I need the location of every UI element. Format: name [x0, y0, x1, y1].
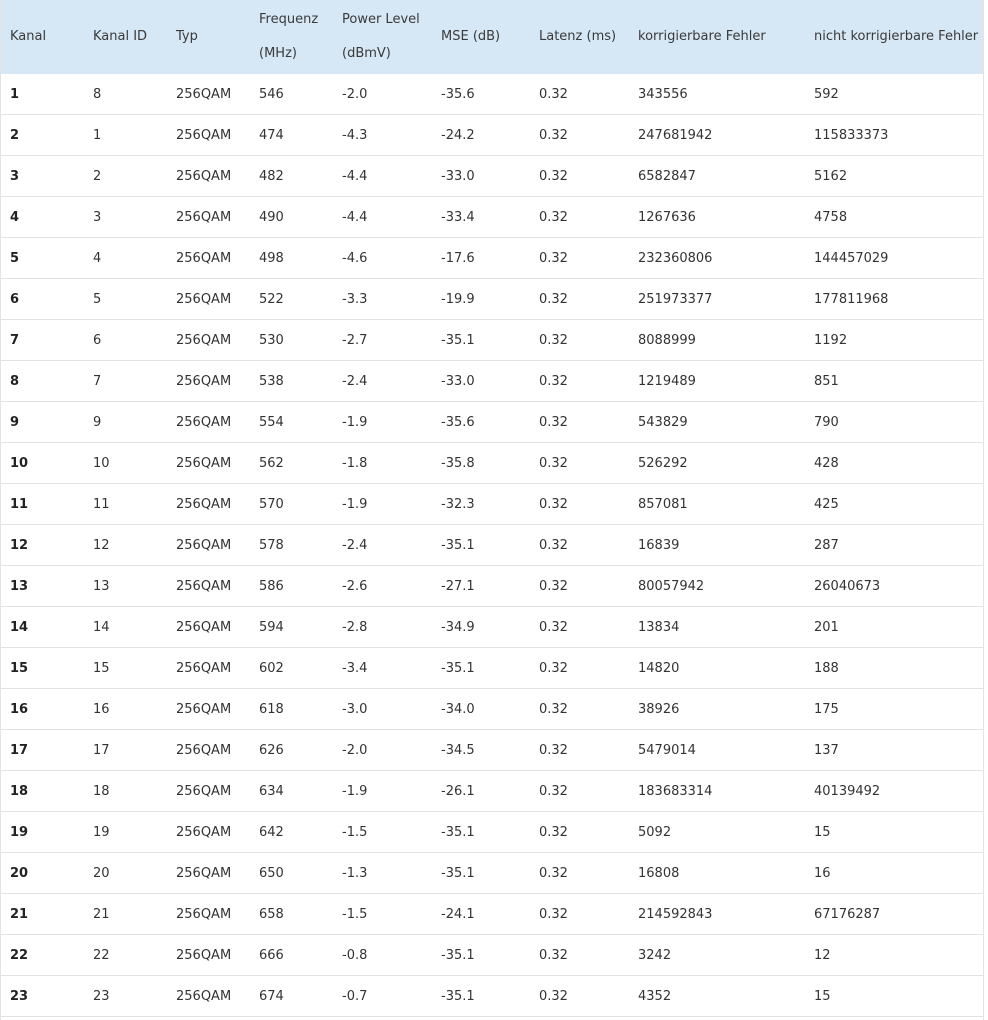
header-typ-label: Typ: [176, 29, 198, 44]
cell-mse: -35.1: [441, 947, 475, 963]
cell-typ: 256QAM: [176, 86, 232, 102]
cell-nicht-korrigierbare-fehler: 12: [814, 947, 831, 963]
cell-typ: 256QAM: [176, 619, 232, 635]
header-typ: [167, 0, 250, 74]
table-row: [1, 894, 983, 935]
cell-frequenz: 578: [259, 537, 284, 553]
cell-mse: -35.6: [441, 86, 475, 102]
cell-mse: -34.5: [441, 742, 475, 758]
cell-korrigierbare-fehler: 13834: [638, 619, 680, 635]
cell-kanal-id: 11: [93, 496, 110, 512]
cell-nicht-korrigierbare-fehler: 177811968: [814, 291, 889, 307]
cell-kanal: 13: [10, 578, 29, 594]
cell-typ: 256QAM: [176, 127, 232, 143]
cell-power-level: -0.7: [342, 988, 368, 1004]
cell-typ: 256QAM: [176, 291, 232, 307]
cell-power-level: -1.9: [342, 414, 368, 430]
cell-frequenz: 522: [259, 291, 284, 307]
cell-latenz: 0.32: [539, 86, 568, 102]
table-row: [1, 279, 983, 320]
cell-typ: 256QAM: [176, 578, 232, 594]
cell-kanal: 10: [10, 455, 29, 471]
cell-power-level: -4.4: [342, 209, 368, 225]
cell-frequenz: 618: [259, 701, 284, 717]
table-row: [1, 115, 983, 156]
cell-power-level: -1.9: [342, 783, 368, 799]
cell-kanal-id: 17: [93, 742, 110, 758]
cell-korrigierbare-fehler: 543829: [638, 414, 688, 430]
cell-mse: -19.9: [441, 291, 475, 307]
cell-frequenz: 594: [259, 619, 284, 635]
cell-latenz: 0.32: [539, 906, 568, 922]
cell-typ: 256QAM: [176, 455, 232, 471]
table-row: [1, 935, 983, 976]
cell-korrigierbare-fehler: 6582847: [638, 168, 696, 184]
cell-latenz: 0.32: [539, 414, 568, 430]
cell-power-level: -1.3: [342, 865, 368, 881]
cell-kanal: 7: [10, 332, 20, 348]
header-mse: [432, 0, 530, 74]
cell-frequenz: 626: [259, 742, 284, 758]
cell-frequenz: 554: [259, 414, 284, 430]
cell-frequenz: 666: [259, 947, 284, 963]
cell-kanal-id: 16: [93, 701, 110, 717]
cell-kanal-id: 5: [93, 291, 102, 307]
cell-frequenz: 482: [259, 168, 284, 184]
header-kanal-id: [84, 0, 167, 74]
header-nicht-korrigierbare-fehler: [805, 0, 983, 74]
cell-nicht-korrigierbare-fehler: 287: [814, 537, 839, 553]
cell-mse: -35.8: [441, 455, 475, 471]
cell-kanal-id: 4: [93, 250, 102, 266]
cell-frequenz: 570: [259, 496, 284, 512]
cell-kanal: 9: [10, 414, 20, 430]
cell-typ: 256QAM: [176, 906, 232, 922]
cell-frequenz: 530: [259, 332, 284, 348]
cell-mse: -35.1: [441, 332, 475, 348]
cell-typ: 256QAM: [176, 988, 232, 1004]
cell-kanal-id: 19: [93, 824, 110, 840]
cell-kanal-id: 2: [93, 168, 102, 184]
cell-typ: 256QAM: [176, 824, 232, 840]
cell-nicht-korrigierbare-fehler: 16: [814, 865, 831, 881]
cell-power-level: -1.5: [342, 906, 368, 922]
cell-typ: 256QAM: [176, 414, 232, 430]
cell-korrigierbare-fehler: 857081: [638, 496, 688, 512]
cell-nicht-korrigierbare-fehler: 115833373: [814, 127, 889, 143]
cell-latenz: 0.32: [539, 168, 568, 184]
cell-mse: -24.1: [441, 906, 475, 922]
cell-latenz: 0.32: [539, 824, 568, 840]
cell-korrigierbare-fehler: 343556: [638, 86, 688, 102]
cell-frequenz: 642: [259, 824, 284, 840]
cell-mse: -32.3: [441, 496, 475, 512]
cell-kanal: 3: [10, 168, 20, 184]
cell-kanal-id: 7: [93, 373, 102, 389]
header-korrigierbare-fehler: [629, 0, 805, 74]
table-row: [1, 730, 983, 771]
cell-latenz: 0.32: [539, 373, 568, 389]
table-row: [1, 197, 983, 238]
cell-mse: -33.0: [441, 168, 475, 184]
cell-nicht-korrigierbare-fehler: 425: [814, 496, 839, 512]
cell-nicht-korrigierbare-fehler: 40139492: [814, 783, 881, 799]
table-row: [1, 976, 983, 1017]
cell-typ: 256QAM: [176, 865, 232, 881]
table-row: [1, 771, 983, 812]
table-row: [1, 238, 983, 279]
cell-latenz: 0.32: [539, 537, 568, 553]
cell-mse: -35.1: [441, 824, 475, 840]
cell-mse: -27.1: [441, 578, 475, 594]
cell-power-level: -2.8: [342, 619, 368, 635]
cell-power-level: -4.6: [342, 250, 368, 266]
cell-frequenz: 586: [259, 578, 284, 594]
cell-kanal: 20: [10, 865, 29, 881]
cell-typ: 256QAM: [176, 660, 232, 676]
cell-kanal-id: 3: [93, 209, 102, 225]
cell-latenz: 0.32: [539, 865, 568, 881]
header-kanal-id-label: Kanal ID: [93, 29, 148, 44]
cell-latenz: 0.32: [539, 496, 568, 512]
cell-latenz: 0.32: [539, 127, 568, 143]
cell-power-level: -2.0: [342, 86, 368, 102]
cell-kanal-id: 15: [93, 660, 110, 676]
cell-korrigierbare-fehler: 1267636: [638, 209, 696, 225]
cell-korrigierbare-fehler: 14820: [638, 660, 680, 676]
cell-nicht-korrigierbare-fehler: 175: [814, 701, 839, 717]
table-row: [1, 320, 983, 361]
table-row: [1, 361, 983, 402]
cell-latenz: 0.32: [539, 947, 568, 963]
cell-kanal: 4: [10, 209, 20, 225]
cell-nicht-korrigierbare-fehler: 26040673: [814, 578, 881, 594]
cell-nicht-korrigierbare-fehler: 1192: [814, 332, 848, 348]
cell-typ: 256QAM: [176, 373, 232, 389]
cell-frequenz: 546: [259, 86, 284, 102]
cell-typ: 256QAM: [176, 496, 232, 512]
cell-nicht-korrigierbare-fehler: 67176287: [814, 906, 881, 922]
header-frequenz: [250, 0, 333, 74]
cell-kanal: 15: [10, 660, 29, 676]
header-korrigierbare-fehler-label: korrigierbare Fehler: [638, 29, 766, 44]
cell-korrigierbare-fehler: 16808: [638, 865, 680, 881]
cell-frequenz: 562: [259, 455, 284, 471]
cell-mse: -24.2: [441, 127, 475, 143]
cell-typ: 256QAM: [176, 742, 232, 758]
cell-power-level: -1.5: [342, 824, 368, 840]
header-kanal: [1, 0, 84, 74]
cell-typ: 256QAM: [176, 701, 232, 717]
cell-frequenz: 490: [259, 209, 284, 225]
cell-latenz: 0.32: [539, 701, 568, 717]
cell-kanal: 17: [10, 742, 29, 758]
header-power-level: [333, 0, 432, 74]
cell-kanal-id: 8: [93, 86, 102, 102]
cell-latenz: 0.32: [539, 209, 568, 225]
cell-korrigierbare-fehler: 5479014: [638, 742, 696, 758]
cell-typ: 256QAM: [176, 783, 232, 799]
cell-korrigierbare-fehler: 247681942: [638, 127, 713, 143]
cell-power-level: -4.4: [342, 168, 368, 184]
cell-frequenz: 538: [259, 373, 284, 389]
cell-kanal: 6: [10, 291, 20, 307]
table-row: [1, 812, 983, 853]
cell-kanal-id: 9: [93, 414, 102, 430]
cell-nicht-korrigierbare-fehler: 201: [814, 619, 839, 635]
header-latenz-label: Latenz (ms): [539, 29, 617, 44]
cell-nicht-korrigierbare-fehler: 15: [814, 988, 831, 1004]
cell-kanal: 12: [10, 537, 29, 553]
table-row: [1, 484, 983, 525]
cell-korrigierbare-fehler: 1219489: [638, 373, 696, 389]
cell-nicht-korrigierbare-fehler: 790: [814, 414, 839, 430]
cell-latenz: 0.32: [539, 578, 568, 594]
table-row: [1, 74, 983, 115]
table-row: [1, 443, 983, 484]
cell-kanal-id: 12: [93, 537, 110, 553]
cell-power-level: -3.3: [342, 291, 368, 307]
cell-latenz: 0.32: [539, 660, 568, 676]
cell-korrigierbare-fehler: 183683314: [638, 783, 713, 799]
cell-power-level: -2.7: [342, 332, 368, 348]
cell-latenz: 0.32: [539, 332, 568, 348]
header-power-level-label: Power Level: [342, 12, 420, 27]
cell-kanal: 21: [10, 906, 29, 922]
cell-kanal: 5: [10, 250, 20, 266]
cell-power-level: -1.9: [342, 496, 368, 512]
table-row: [1, 525, 983, 566]
cell-kanal-id: 1: [93, 127, 102, 143]
cell-mse: -34.9: [441, 619, 475, 635]
cell-frequenz: 602: [259, 660, 284, 676]
table-row: [1, 566, 983, 607]
cell-kanal-id: 14: [93, 619, 110, 635]
cell-korrigierbare-fehler: 3242: [638, 947, 672, 963]
cell-power-level: -4.3: [342, 127, 368, 143]
cell-mse: -33.0: [441, 373, 475, 389]
cell-mse: -34.0: [441, 701, 475, 717]
table-row: [1, 607, 983, 648]
cell-frequenz: 634: [259, 783, 284, 799]
cell-kanal: 14: [10, 619, 29, 635]
cell-nicht-korrigierbare-fehler: 188: [814, 660, 839, 676]
cell-power-level: -3.4: [342, 660, 368, 676]
cell-typ: 256QAM: [176, 537, 232, 553]
cell-kanal: 1: [10, 86, 20, 102]
table-header-row: [1, 0, 983, 74]
cell-typ: 256QAM: [176, 168, 232, 184]
cell-kanal: 19: [10, 824, 29, 840]
cell-frequenz: 650: [259, 865, 284, 881]
table-row: [1, 853, 983, 894]
cell-power-level: -3.0: [342, 701, 368, 717]
table-row: [1, 648, 983, 689]
cell-mse: -26.1: [441, 783, 475, 799]
cell-korrigierbare-fehler: 214592843: [638, 906, 713, 922]
table-body: [1, 74, 983, 1017]
cell-mse: -35.1: [441, 865, 475, 881]
cell-kanal-id: 22: [93, 947, 110, 963]
cell-mse: -35.1: [441, 988, 475, 1004]
cell-frequenz: 498: [259, 250, 284, 266]
cell-korrigierbare-fehler: 251973377: [638, 291, 713, 307]
cell-frequenz: 658: [259, 906, 284, 922]
cell-kanal-id: 6: [93, 332, 102, 348]
cell-typ: 256QAM: [176, 947, 232, 963]
cell-kanal-id: 20: [93, 865, 110, 881]
cell-nicht-korrigierbare-fehler: 4758: [814, 209, 848, 225]
cell-latenz: 0.32: [539, 250, 568, 266]
cell-korrigierbare-fehler: 38926: [638, 701, 680, 717]
cell-power-level: -2.4: [342, 373, 368, 389]
cell-typ: 256QAM: [176, 250, 232, 266]
cell-nicht-korrigierbare-fehler: 5162: [814, 168, 848, 184]
cell-kanal: 23: [10, 988, 29, 1004]
cell-kanal-id: 21: [93, 906, 110, 922]
table-row: [1, 156, 983, 197]
cell-nicht-korrigierbare-fehler: 137: [814, 742, 839, 758]
cell-power-level: -2.0: [342, 742, 368, 758]
header-frequenz-unit: (MHz): [259, 46, 297, 61]
cell-mse: -35.6: [441, 414, 475, 430]
cell-frequenz: 674: [259, 988, 284, 1004]
cell-frequenz: 474: [259, 127, 284, 143]
table-row: [1, 689, 983, 730]
cell-power-level: -2.6: [342, 578, 368, 594]
header-nicht-korrigierbare-fehler-label: nicht korrigierbare Fehler: [814, 29, 979, 44]
cell-kanal: 8: [10, 373, 20, 389]
cell-kanal-id: 23: [93, 988, 110, 1004]
cell-latenz: 0.32: [539, 619, 568, 635]
cell-power-level: -0.8: [342, 947, 368, 963]
cell-korrigierbare-fehler: 5092: [638, 824, 672, 840]
header-frequenz-label: Frequenz: [259, 12, 319, 27]
cell-mse: -33.4: [441, 209, 475, 225]
cell-kanal: 22: [10, 947, 29, 963]
cell-latenz: 0.32: [539, 783, 568, 799]
cell-nicht-korrigierbare-fehler: 144457029: [814, 250, 889, 266]
cell-latenz: 0.32: [539, 291, 568, 307]
cell-nicht-korrigierbare-fehler: 592: [814, 86, 839, 102]
cell-power-level: -2.4: [342, 537, 368, 553]
cell-korrigierbare-fehler: 232360806: [638, 250, 713, 266]
cell-korrigierbare-fehler: 8088999: [638, 332, 696, 348]
cell-mse: -35.1: [441, 660, 475, 676]
cell-mse: -17.6: [441, 250, 475, 266]
cell-nicht-korrigierbare-fehler: 15: [814, 824, 831, 840]
cell-kanal: 2: [10, 127, 20, 143]
cell-power-level: -1.8: [342, 455, 368, 471]
cell-latenz: 0.32: [539, 455, 568, 471]
cell-korrigierbare-fehler: 16839: [638, 537, 680, 553]
cell-kanal: 18: [10, 783, 29, 799]
header-power-level-unit: (dBmV): [342, 46, 391, 61]
cell-latenz: 0.32: [539, 742, 568, 758]
table-row: [1, 402, 983, 443]
cell-korrigierbare-fehler: 526292: [638, 455, 688, 471]
cell-kanal: 16: [10, 701, 29, 717]
cell-kanal-id: 10: [93, 455, 110, 471]
cell-kanal-id: 18: [93, 783, 110, 799]
cell-typ: 256QAM: [176, 332, 232, 348]
cell-korrigierbare-fehler: 4352: [638, 988, 672, 1004]
cell-korrigierbare-fehler: 80057942: [638, 578, 705, 594]
cell-latenz: 0.32: [539, 988, 568, 1004]
header-latenz: [530, 0, 629, 74]
header-mse-label: MSE (dB): [441, 29, 501, 44]
cell-kanal: 11: [10, 496, 29, 512]
cell-kanal-id: 13: [93, 578, 110, 594]
header-kanal-label: Kanal: [10, 29, 47, 44]
cell-typ: 256QAM: [176, 209, 232, 225]
cell-nicht-korrigierbare-fehler: 428: [814, 455, 839, 471]
cell-nicht-korrigierbare-fehler: 851: [814, 373, 839, 389]
cell-mse: -35.1: [441, 537, 475, 553]
